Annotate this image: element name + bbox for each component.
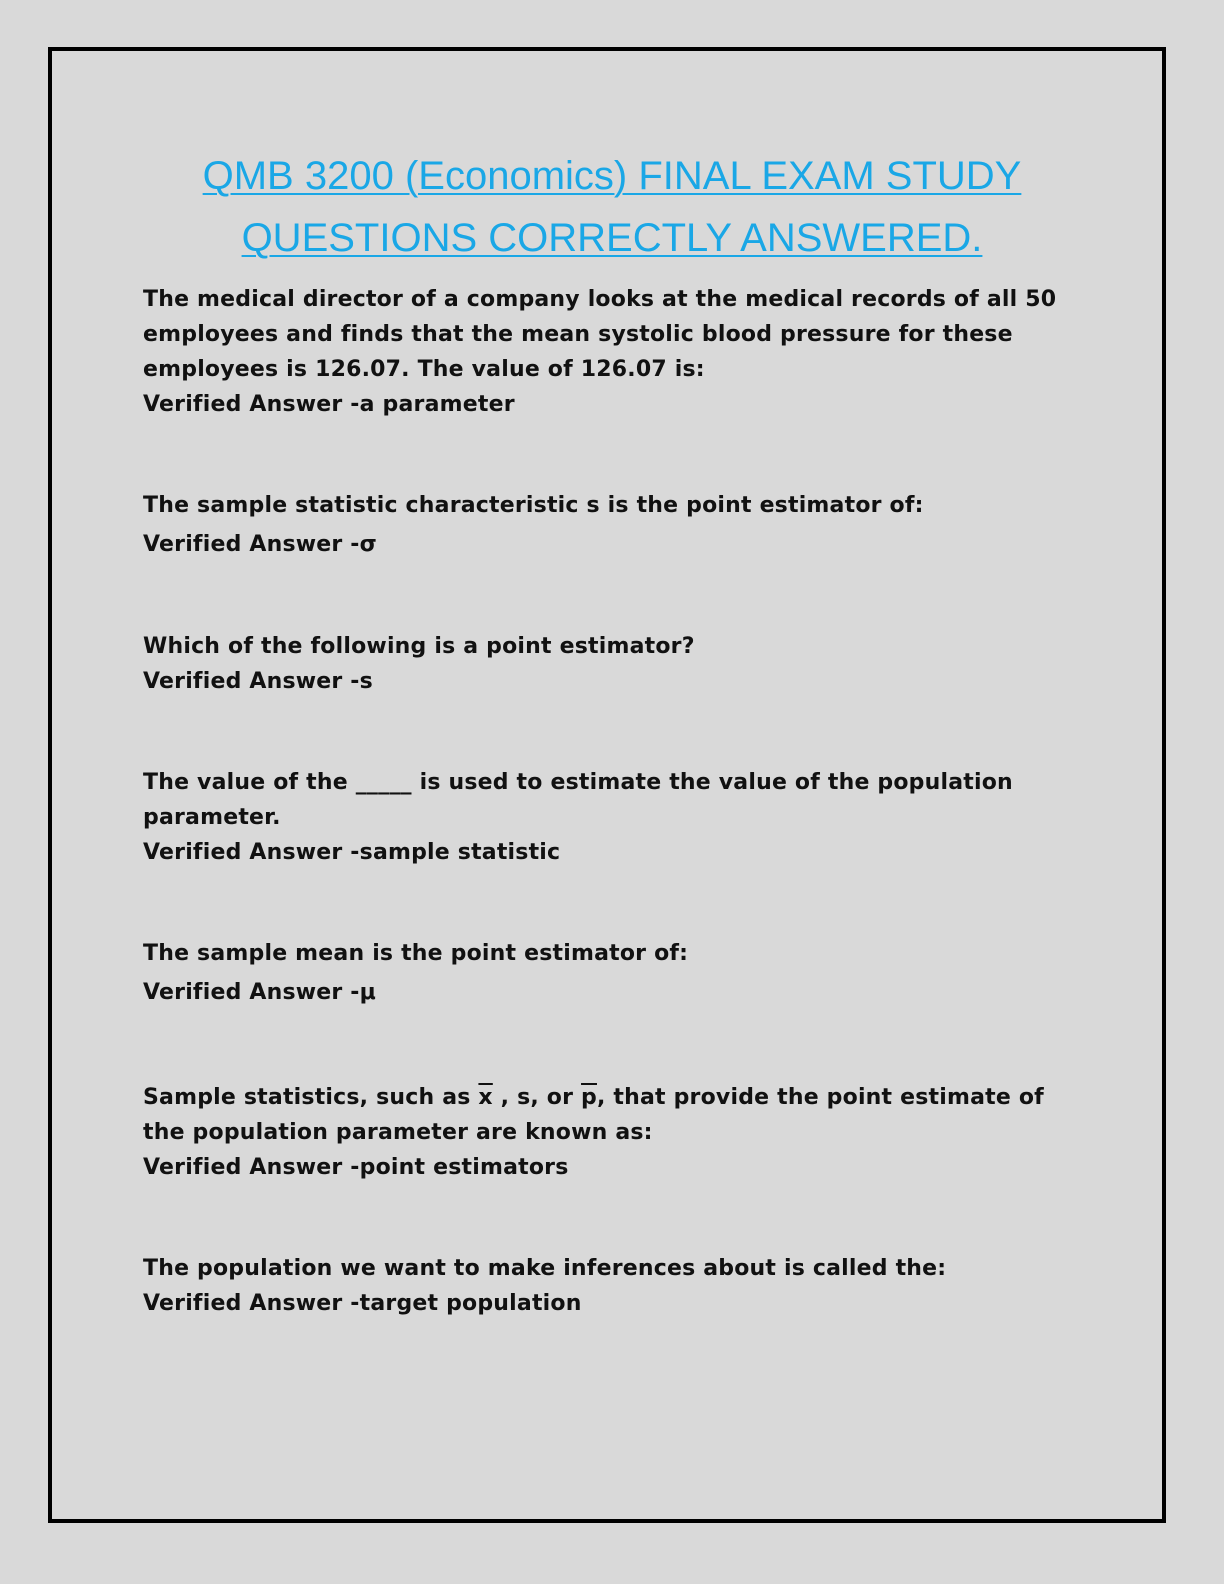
answer-4: Verified Answer -sample statistic xyxy=(143,840,561,865)
answer-6: Verified Answer -point estimators xyxy=(143,1155,569,1180)
question-6-part-1: Sample statistics, such as xyxy=(143,1085,479,1110)
document-title: QMB 3200 (Economics) FINAL EXAM STUDY QUESTIONS CORRECTLY ANSWERED. xyxy=(202,154,1022,260)
qa-item-4 xyxy=(143,765,1073,870)
qa-item-5 xyxy=(143,936,1073,1010)
question-5: The sample mean is the point estimator of: xyxy=(143,941,689,966)
question-2: The sample statistic characteristic s is the point estimator of: xyxy=(143,493,924,518)
question-1: The medical director of a company looks at the medical records of all 50 employees and finds that the mean systolic blood pressure for these employees is 126.07. The value of 126.07 is: xyxy=(143,287,1057,382)
question-6-part-3: , that provide the point estimate of the population parameter are known as: xyxy=(143,1085,1044,1145)
question-6 xyxy=(143,1080,1073,1150)
qa-item-7 xyxy=(143,1251,1073,1321)
x-bar-symbol: $\overline{x}$ xyxy=(478,1085,493,1110)
qa-item-1 xyxy=(143,282,1073,422)
answer-1: Verified Answer -a parameter xyxy=(143,392,515,417)
qa-item-3 xyxy=(143,629,1073,699)
qa-item-2 xyxy=(143,488,1073,562)
answer-3: Verified Answer -s xyxy=(143,669,373,694)
question-3: Which of the following is a point estimator? xyxy=(143,634,695,659)
answer-2: Verified Answer -σ xyxy=(143,532,377,557)
answer-7: Verified Answer -target population xyxy=(143,1291,582,1316)
qa-item-6 xyxy=(143,1080,1073,1185)
question-4: The value of the _____ is used to estimate the value of the population parameter. xyxy=(143,770,1013,830)
p-bar-symbol: $\overline{p}$ xyxy=(581,1085,597,1110)
answer-5: Verified Answer -μ xyxy=(143,980,377,1005)
question-6-part-2: , s, or xyxy=(492,1085,582,1110)
question-7: The population we want to make inferences about is called the: xyxy=(143,1256,947,1281)
